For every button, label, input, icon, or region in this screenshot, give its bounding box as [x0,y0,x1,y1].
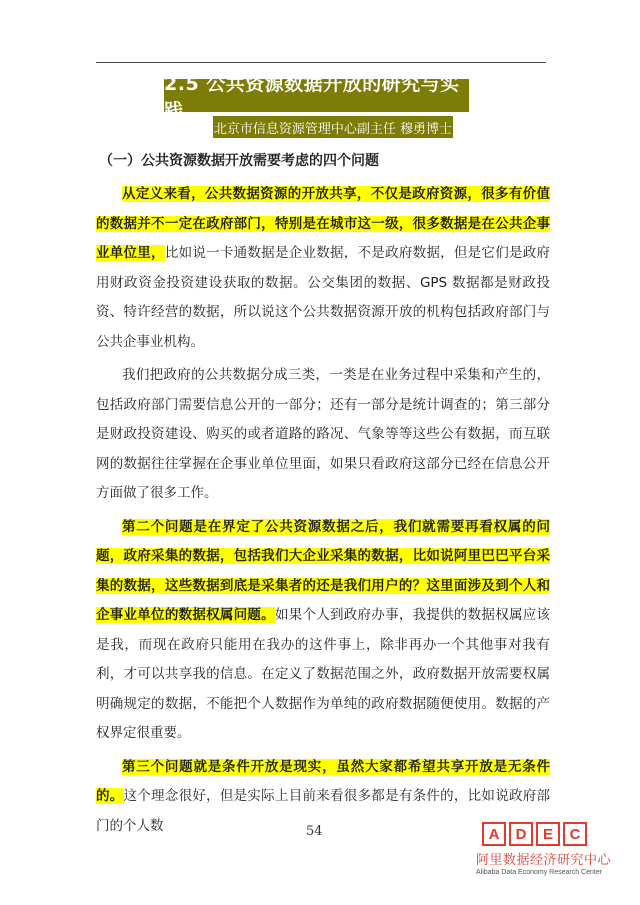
logo-letter: C [563,822,587,846]
page-title: 2.5 公共资源数据开放的研究与实践 [164,79,469,112]
logo-chinese-name: 阿里数据经济研究中心 [476,853,612,868]
author-subtitle: 北京市信息资源管理中心副主任 穆勇博士 [213,116,453,138]
page-number: 54 [306,824,323,839]
logo-letter: A [482,822,506,846]
highlighted-text: 第三个问题就是条件开放是现实，虽然大家都希望共享开放是无条件的。 [96,758,550,804]
paragraph-text: 如果个人到政府办事，我提供的数据权属应该是我，而现在政府只能用在我办的这件事上，除非再办一个其他事对我有利，才可以共享我的信息。在定义了数据范围之外，政府数据开放需要权属明确规定的数据，不能把个人数据作为单纯的政府数据随便使用。数据的产权界定很重要。 [96,607,550,741]
paragraph-text: 比如说一卡通数据是企业数据，不是政府数据，但是它们是政府用财政资金投资建设获取的数据。公交集团的数据、GPS 数据都是财政投资、特许经营的数据，所以说这个公共数据资源开放的机构包括政府部门与公共企事业机构。 [96,245,550,350]
highlighted-text: 第二个问题是在界定了公共资源数据之后，我们就需要再看权属的问题，政府采集的数据，包括我们大企业采集的数据，比如说阿里巴巴平台采集的数据，这些数据到底是采集者的还是我们用户的？这里面涉及到个人和企事业单位的数据权属问题。 [96,518,550,623]
paragraph-1 [96,180,550,357]
logo-letter: E [536,822,560,846]
article-body [96,180,550,845]
highlighted-text: 从定义来看，公共数据资源的开放共享，不仅是政府资源，很多有价值的数据并不一定在政府部门，特别是在城市这一级，很多数据是在公共企事业单位里， [96,186,550,261]
paragraph-text: 我们把政府的公共数据分成三类，一类是在业务过程中采集和产生的，包括政府部门需要信息公开的一部分；还有一部分是统计调查的；第三部分是财政投资建设、购买的或者道路的路况、气象等等这些公有数据，而互联网的数据往往掌握在企事业单位里面，如果只看政府这部分已经在信息公开方面做了很多工作。 [96,367,550,501]
paragraph-3 [96,513,550,749]
logo-letter: D [509,822,533,846]
adec-logo [476,822,626,882]
logo-english-name: Alibaba Data Economy Research Center [476,869,603,876]
section-heading: （一）公共资源数据开放需要考虑的四个问题 [99,153,379,169]
paragraph-2 [96,361,550,509]
paragraph-text: 这个理念很好，但是实际上目前来看很多都是有条件的，比如说政府部门的个人数 [96,788,550,834]
top-divider [96,62,546,63]
logo-letters [482,822,626,846]
